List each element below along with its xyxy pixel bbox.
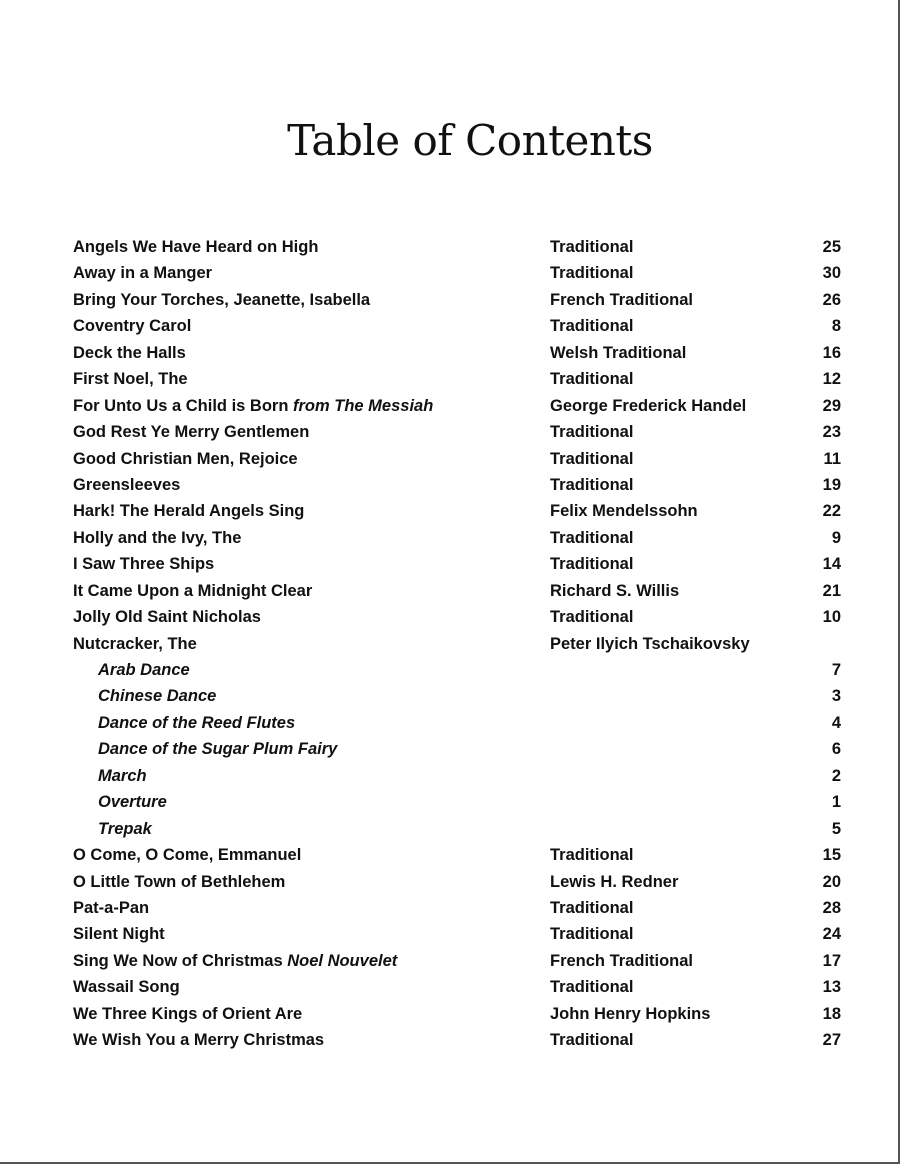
composer: Traditional (550, 370, 634, 389)
composer: Traditional (550, 978, 634, 997)
song-title-text: Arab Dance (98, 661, 190, 679)
song-title-text: It Came Upon a Midnight Clear (73, 581, 313, 600)
toc-entry (73, 366, 845, 392)
composer: French Traditional (550, 290, 694, 309)
song-title (98, 710, 295, 736)
toc-entry (73, 763, 845, 789)
composer: Felix Mendelssohn (550, 502, 698, 521)
composer: Traditional (550, 925, 634, 944)
page-number: 2 (831, 766, 841, 785)
song-title-text: Nutcracker, The (73, 634, 197, 653)
page-number: 18 (822, 1004, 841, 1023)
song-title-text: Holly and the Ivy, The (73, 528, 242, 547)
composer: Traditional (550, 264, 634, 283)
toc-entry (73, 498, 845, 524)
toc-entry (73, 948, 845, 974)
page-number: 30 (822, 264, 841, 283)
song-title (73, 419, 309, 445)
page-number: 14 (822, 555, 841, 574)
song-title-text: We Three Kings of Orient Are (73, 1004, 303, 1023)
song-title (73, 393, 433, 419)
song-title (73, 578, 312, 604)
composer: Traditional (550, 846, 634, 865)
song-title-text: God Rest Ye Merry Gentlemen (73, 423, 310, 442)
composer: Traditional (550, 423, 634, 442)
song-title-text: Bring Your Torches, Jeanette, Isabella (73, 290, 371, 309)
toc-entry (73, 869, 845, 895)
page-number: 8 (831, 317, 841, 336)
song-title (73, 895, 149, 921)
page-number: 4 (831, 713, 841, 732)
page-number: 11 (823, 449, 841, 468)
song-title (73, 472, 180, 498)
composer: Traditional (550, 528, 634, 547)
song-title-text: O Come, O Come, Emmanuel (73, 846, 302, 865)
song-title (98, 816, 152, 842)
song-title (73, 525, 241, 551)
song-title (98, 789, 167, 815)
toc-entry (73, 578, 845, 604)
toc-entry (73, 525, 845, 551)
song-title-text: Trepak (98, 819, 152, 838)
toc-entry (73, 657, 845, 683)
composer: Traditional (550, 317, 634, 336)
song-title-text: We Wish You a Merry Christmas (73, 1031, 325, 1050)
song-title-text: Greensleeves (73, 475, 181, 494)
toc-entry (73, 921, 845, 947)
song-title (73, 498, 304, 524)
page-number: 12 (822, 370, 841, 389)
song-title (73, 869, 285, 895)
page-number: 21 (822, 581, 841, 600)
song-title-text: I Saw Three Ships (73, 555, 215, 574)
page-number: 28 (822, 898, 841, 917)
page-number: 13 (822, 978, 841, 997)
toc-entry (73, 736, 845, 762)
composer: Traditional (550, 238, 634, 256)
page-number: 23 (822, 423, 841, 442)
song-title-text: Sing We Now of Christmas (73, 951, 283, 970)
composer: Welsh Traditional (550, 343, 687, 362)
song-title (73, 974, 180, 1000)
page-number: 7 (831, 661, 841, 679)
song-title (98, 683, 216, 709)
toc-entry (73, 1001, 845, 1027)
page-title: Table of Contents (287, 116, 653, 165)
toc-entry (73, 419, 845, 445)
page-number: 22 (822, 502, 841, 521)
toc-entry (73, 816, 845, 842)
toc-entry (73, 604, 845, 630)
page-number: 19 (822, 475, 841, 494)
song-title (73, 446, 298, 472)
page-number: 15 (822, 846, 841, 865)
toc-entry (73, 260, 845, 286)
composer: John Henry Hopkins (550, 1004, 711, 1023)
song-title-text: Silent Night (73, 925, 165, 944)
song-title-text: O Little Town of Bethlehem (73, 872, 286, 891)
song-title-text: Pat-a-Pan (73, 898, 150, 917)
song-title (73, 551, 214, 577)
song-title-text: Dance of the Reed Flutes (98, 713, 296, 732)
song-title (73, 921, 165, 947)
toc-entry (73, 631, 845, 657)
page-number: 5 (831, 819, 841, 838)
toc-entry (73, 287, 845, 313)
song-subtitle: Noel Nouvelet (282, 951, 398, 970)
song-title (98, 736, 337, 762)
toc-entry (73, 1027, 845, 1053)
composer: Traditional (550, 555, 634, 574)
toc-entry (73, 789, 845, 815)
composer: Richard S. Willis (550, 581, 680, 600)
song-title-text: Wassail Song (73, 978, 180, 997)
toc-entry (73, 472, 845, 498)
composer: Traditional (550, 608, 634, 627)
song-title (73, 631, 197, 657)
song-title (73, 1001, 302, 1027)
song-subtitle: from The Messiah (288, 396, 434, 415)
song-title-text: For Unto Us a Child is Born (73, 396, 289, 415)
page-number: 17 (822, 951, 841, 970)
toc-entry (73, 974, 845, 1000)
page-number: 9 (831, 528, 841, 547)
composer: George Frederick Handel (550, 396, 747, 415)
composer: Traditional (550, 475, 634, 494)
toc-entry (73, 710, 845, 736)
song-title-text: Chinese Dance (98, 687, 217, 706)
page-number: 3 (831, 687, 841, 706)
toc-entry (73, 895, 845, 921)
song-title (98, 763, 147, 789)
toc-entry (73, 313, 845, 339)
page-number: 20 (822, 872, 841, 891)
song-title (73, 842, 301, 868)
page-number: 16 (822, 343, 841, 362)
song-title-text: Away in a Manger (73, 264, 213, 283)
composer: Lewis H. Redner (550, 872, 679, 891)
composer: Peter Ilyich Tschaikovsky (550, 634, 750, 653)
toc-entry (73, 340, 845, 366)
song-title (73, 604, 261, 630)
page-number: 1 (831, 793, 841, 812)
song-title (73, 1027, 324, 1053)
song-title-text: Dance of the Sugar Plum Fairy (98, 740, 338, 759)
song-title-text: Hark! The Herald Angels Sing (73, 502, 305, 521)
toc-entry (73, 234, 845, 260)
composer: French Traditional (550, 951, 694, 970)
song-title (73, 948, 397, 974)
page-number: 26 (822, 290, 841, 309)
song-title-text: First Noel, The (73, 370, 188, 389)
composer: Traditional (550, 1031, 634, 1050)
toc-entry (73, 683, 845, 709)
composer: Traditional (550, 449, 634, 468)
song-title (98, 657, 190, 683)
song-title (73, 366, 188, 392)
song-title-text: Coventry Carol (73, 317, 192, 336)
page-number: 25 (822, 238, 841, 256)
page-number: 10 (822, 608, 841, 627)
page-number: 27 (822, 1031, 841, 1050)
composer: Traditional (550, 898, 634, 917)
song-title (73, 234, 318, 260)
toc-entry (73, 842, 845, 868)
song-title (73, 340, 186, 366)
song-title-text: Deck the Halls (73, 343, 186, 362)
song-title (73, 260, 212, 286)
song-title (73, 313, 191, 339)
page-number: 6 (831, 740, 841, 759)
song-title-text: Jolly Old Saint Nicholas (73, 608, 261, 627)
song-title-text: Good Christian Men, Rejoice (73, 449, 298, 468)
toc-entry (73, 551, 845, 577)
song-title (73, 287, 370, 313)
page-number: 24 (822, 925, 841, 944)
table-of-contents (73, 234, 845, 1054)
page-number: 29 (822, 396, 841, 415)
toc-entry (73, 393, 845, 419)
toc-entry (73, 446, 845, 472)
song-title-text: March (98, 766, 147, 785)
song-title-text: Overture (98, 793, 167, 812)
song-title-text: Angels We Have Heard on High (73, 238, 319, 256)
